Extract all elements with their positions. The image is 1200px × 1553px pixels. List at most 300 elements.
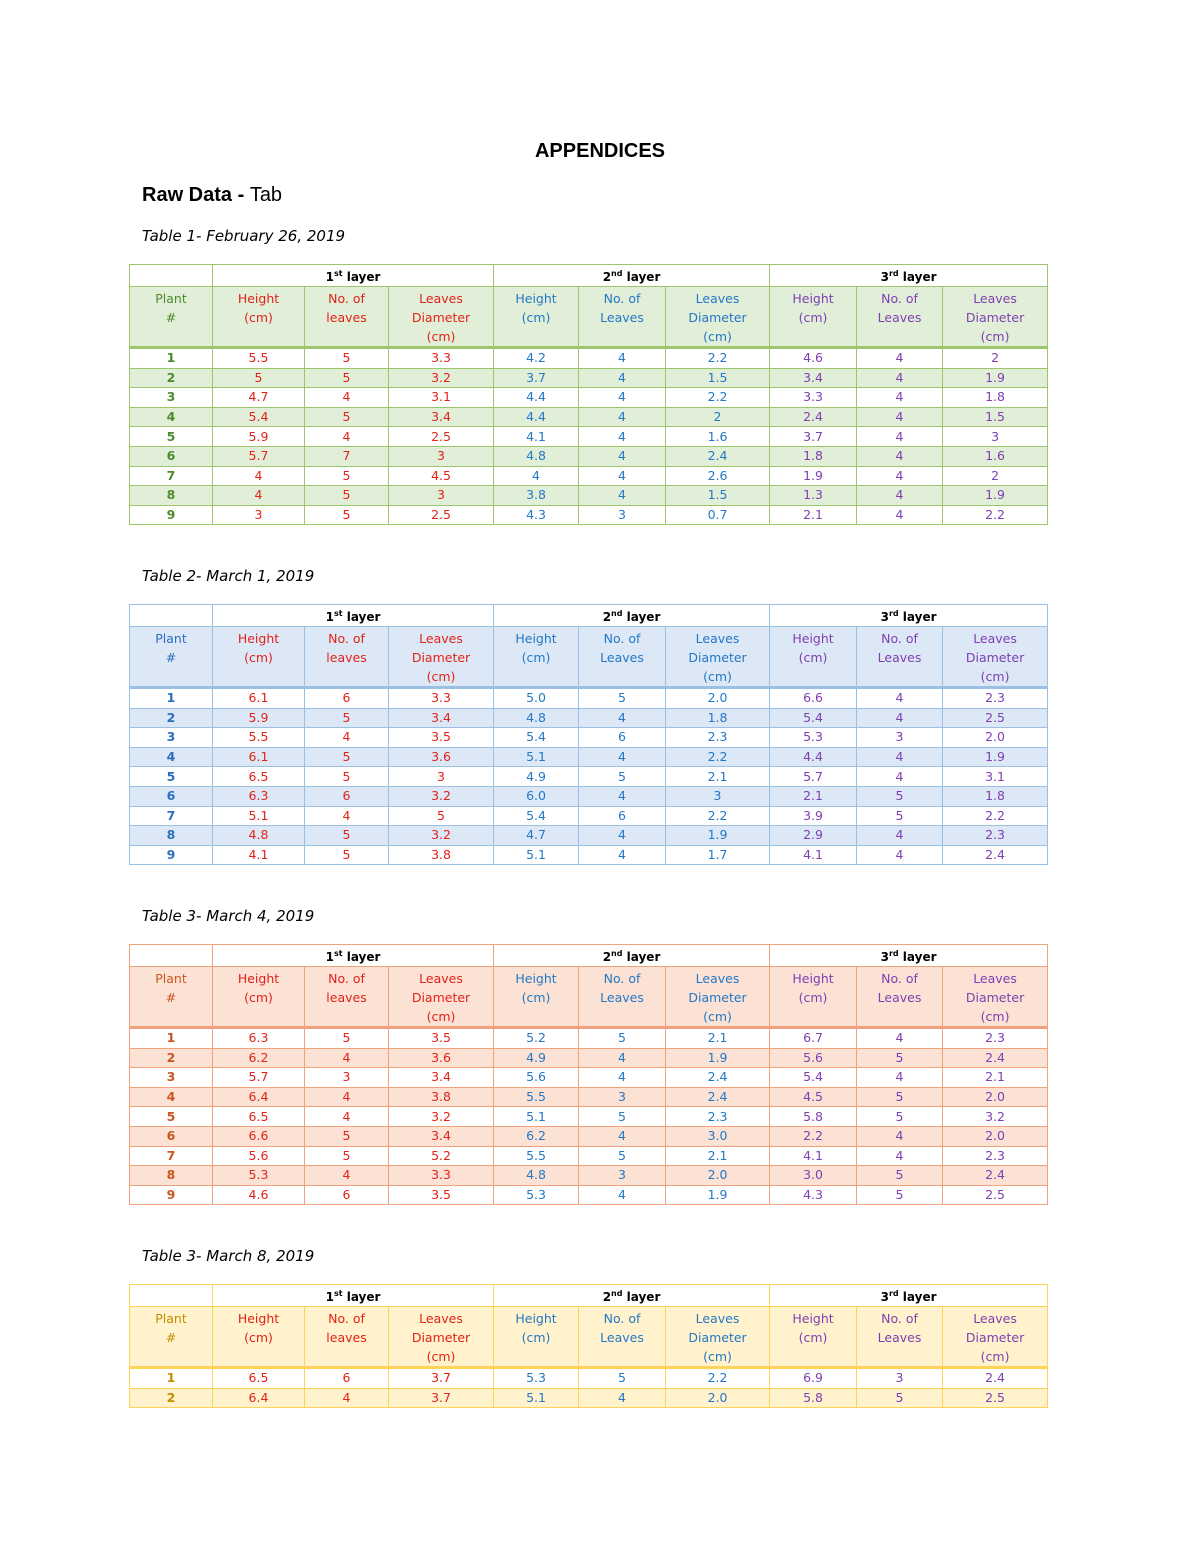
data-cell: 1.9 <box>666 826 770 846</box>
data-cell: 5 <box>579 688 666 709</box>
data-cell: 5.5 <box>213 348 305 369</box>
data-cell: 4 <box>857 688 943 709</box>
data-cell: 2 <box>943 466 1048 486</box>
table-row <box>130 1388 1048 1408</box>
data-cell: 3.1 <box>389 388 494 408</box>
column-header-height: Height (cm) <box>770 287 857 348</box>
data-cell: 6 <box>579 806 666 826</box>
data-cell: 1.9 <box>666 1185 770 1205</box>
data-cell: 0.7 <box>666 505 770 525</box>
layer-number: 2 <box>602 610 612 624</box>
plant-number-cell: 8 <box>130 1166 213 1186</box>
data-cell: 5.2 <box>389 1146 494 1166</box>
data-cell: 2.1 <box>666 1028 770 1049</box>
layer-header-cell <box>494 605 770 627</box>
column-header-height: Height (cm) <box>770 627 857 688</box>
data-cell: 2.0 <box>943 1126 1048 1146</box>
data-cell: 4 <box>857 505 943 525</box>
data-cell: 3 <box>389 767 494 787</box>
table-row <box>130 1068 1048 1088</box>
data-cell: 2.2 <box>943 505 1048 525</box>
data-cell: 2.2 <box>666 806 770 826</box>
data-cell: 2.4 <box>770 407 857 427</box>
blank-cell <box>130 945 213 967</box>
data-cell: 5.9 <box>213 708 305 728</box>
column-header-row <box>130 627 1048 688</box>
data-cell: 3 <box>579 1166 666 1186</box>
data-cell: 4 <box>857 708 943 728</box>
data-cell: 4.2 <box>494 348 579 369</box>
layer-number: 1 <box>325 270 334 284</box>
column-header-diameter: Leaves Diameter (cm) <box>943 627 1048 688</box>
layer-header-cell <box>770 265 1048 287</box>
layer-word: layer <box>622 610 661 624</box>
data-cell: 5.4 <box>770 1068 857 1088</box>
data-cell: 5 <box>305 708 389 728</box>
data-cell: 6.6 <box>770 688 857 709</box>
column-header-height: Height (cm) <box>770 967 857 1028</box>
column-header-plant: Plant # <box>130 287 213 348</box>
data-cell: 4.1 <box>770 845 857 865</box>
plant-number-cell: 9 <box>130 1185 213 1205</box>
data-cell: 5.6 <box>770 1048 857 1068</box>
data-cell: 6 <box>305 1185 389 1205</box>
data-cell: 4 <box>857 1126 943 1146</box>
data-cell: 2.5 <box>943 708 1048 728</box>
column-header-diameter: Leaves Diameter (cm) <box>389 1307 494 1368</box>
data-cell: 2.3 <box>943 1146 1048 1166</box>
data-cell: 1.9 <box>770 466 857 486</box>
column-header-leaves-count-1: No. of leaves <box>305 287 389 348</box>
data-cell: 4 <box>305 1087 389 1107</box>
data-cell: 5 <box>579 1368 666 1389</box>
data-cell: 4 <box>305 1048 389 1068</box>
data-cell: 4.7 <box>494 826 579 846</box>
data-cell: 3.3 <box>389 1166 494 1186</box>
data-cell: 5 <box>857 1048 943 1068</box>
data-cell: 5.6 <box>213 1146 305 1166</box>
page-heading: APPENDICES <box>534 140 666 162</box>
data-cell: 2.5 <box>943 1185 1048 1205</box>
data-cell: 2.2 <box>666 1368 770 1389</box>
layer-header-cell <box>770 605 1048 627</box>
table-row <box>130 407 1048 427</box>
column-header-row <box>130 287 1048 348</box>
data-cell: 4 <box>579 786 666 806</box>
data-cell: 3.2 <box>389 826 494 846</box>
data-cell: 3.1 <box>943 767 1048 787</box>
table-caption: Table 2- March 1, 2019 <box>142 567 315 585</box>
column-header-row <box>130 967 1048 1028</box>
column-header-leaves-count: No. of Leaves <box>857 1307 943 1368</box>
table-row <box>130 826 1048 846</box>
table-row <box>130 1185 1048 1205</box>
data-cell: 4 <box>579 1185 666 1205</box>
data-cell: 5.3 <box>213 1166 305 1186</box>
layer-ordinal-suffix: nd <box>611 1289 623 1298</box>
data-cell: 4 <box>579 466 666 486</box>
column-header-diameter: Leaves Diameter (cm) <box>943 287 1048 348</box>
table-caption: Table 1- February 26, 2019 <box>142 227 346 245</box>
data-cell: 1.5 <box>943 407 1048 427</box>
table-row <box>130 1107 1048 1127</box>
data-cell: 2.1 <box>943 1068 1048 1088</box>
column-header-height: Height (cm) <box>213 287 305 348</box>
data-cell: 3.4 <box>389 708 494 728</box>
data-cell: 4.7 <box>213 388 305 408</box>
data-cell: 4 <box>579 826 666 846</box>
data-cell: 3 <box>389 446 494 466</box>
layer-ordinal-suffix: st <box>333 609 343 618</box>
data-cell: 5.4 <box>213 407 305 427</box>
data-cell: 4 <box>579 446 666 466</box>
plant-number-cell: 2 <box>130 1388 213 1408</box>
data-cell: 5.1 <box>213 806 305 826</box>
data-cell: 3.2 <box>389 786 494 806</box>
column-header-leaves-count: No. of Leaves <box>579 287 666 348</box>
data-cell: 4 <box>857 466 943 486</box>
blank-cell <box>130 1285 213 1307</box>
data-cell: 3.4 <box>770 368 857 388</box>
data-cell: 5 <box>305 826 389 846</box>
layer-ordinal-suffix: nd <box>611 269 623 278</box>
data-cell: 5 <box>305 486 389 506</box>
column-header-leaves-count-1: No. of leaves <box>305 967 389 1028</box>
column-header-leaves-count: No. of Leaves <box>857 627 943 688</box>
data-cell: 4.4 <box>494 388 579 408</box>
layer-word: layer <box>622 270 661 284</box>
data-cell: 4 <box>494 466 579 486</box>
data-cell: 1.8 <box>770 446 857 466</box>
plant-number-cell: 9 <box>130 845 213 865</box>
data-cell: 3.2 <box>943 1107 1048 1127</box>
data-cell: 3.8 <box>494 486 579 506</box>
data-cell: 5 <box>305 1146 389 1166</box>
section-title <box>142 184 282 207</box>
table-row <box>130 348 1048 369</box>
layer-word: layer <box>622 950 661 964</box>
data-cell: 3.9 <box>770 806 857 826</box>
data-cell: 2.0 <box>943 728 1048 748</box>
data-cell: 3 <box>857 728 943 748</box>
table-row <box>130 486 1048 506</box>
data-cell: 3.8 <box>389 1087 494 1107</box>
table-row <box>130 368 1048 388</box>
data-cell: 4 <box>305 1388 389 1408</box>
data-cell: 4 <box>857 348 943 369</box>
data-cell: 3 <box>857 1368 943 1389</box>
data-cell: 3.3 <box>770 388 857 408</box>
data-cell: 4 <box>857 845 943 865</box>
table-row <box>130 1087 1048 1107</box>
column-header-leaves-count: No. of Leaves <box>579 1307 666 1368</box>
data-cell: 6.4 <box>213 1388 305 1408</box>
data-cell: 3.5 <box>389 1185 494 1205</box>
data-cell: 4.5 <box>389 466 494 486</box>
table-caption: Table 3- March 8, 2019 <box>142 1247 315 1265</box>
column-header-plant: Plant # <box>130 1307 213 1368</box>
data-cell: 5.5 <box>494 1146 579 1166</box>
data-cell: 6.6 <box>213 1126 305 1146</box>
data-cell: 6.2 <box>494 1126 579 1146</box>
blank-cell <box>130 265 213 287</box>
data-cell: 4.4 <box>494 407 579 427</box>
data-cell: 2.3 <box>666 1107 770 1127</box>
table-row <box>130 1166 1048 1186</box>
data-cell: 2.5 <box>943 1388 1048 1408</box>
data-cell: 2.3 <box>943 826 1048 846</box>
data-cell: 5.0 <box>494 688 579 709</box>
layer-word: layer <box>622 1290 661 1304</box>
layer-number: 3 <box>880 950 889 964</box>
column-header-diameter: Leaves Diameter (cm) <box>943 1307 1048 1368</box>
data-cell: 1.3 <box>770 486 857 506</box>
data-cell: 5 <box>857 806 943 826</box>
data-cell: 5.2 <box>494 1028 579 1049</box>
data-cell: 2.2 <box>666 747 770 767</box>
data-cell: 6.4 <box>213 1087 305 1107</box>
table-row <box>130 1028 1048 1049</box>
column-header-height: Height (cm) <box>494 1307 579 1368</box>
data-cell: 5 <box>305 348 389 369</box>
data-cell: 6.5 <box>213 767 305 787</box>
data-cell: 4.8 <box>494 708 579 728</box>
column-header-diameter: Leaves Diameter (cm) <box>666 627 770 688</box>
plant-number-cell: 5 <box>130 427 213 447</box>
data-cell: 6 <box>579 728 666 748</box>
data-cell: 4.4 <box>770 747 857 767</box>
column-header-leaves-count: No. of Leaves <box>857 287 943 348</box>
raw-data-table <box>129 1284 1048 1408</box>
plant-number-cell: 1 <box>130 348 213 369</box>
layer-number: 1 <box>325 610 334 624</box>
data-cell: 4.1 <box>213 845 305 865</box>
data-cell: 4 <box>305 728 389 748</box>
data-cell: 4.3 <box>494 505 579 525</box>
table-row <box>130 505 1048 525</box>
data-cell: 3.6 <box>389 747 494 767</box>
layer-header-cell <box>770 945 1048 967</box>
table-row <box>130 446 1048 466</box>
data-cell: 6 <box>305 1368 389 1389</box>
data-cell: 2.3 <box>943 1028 1048 1049</box>
data-cell: 3.2 <box>389 368 494 388</box>
data-cell: 4.6 <box>213 1185 305 1205</box>
data-cell: 4 <box>579 388 666 408</box>
data-cell: 2.9 <box>770 826 857 846</box>
table-row <box>130 845 1048 865</box>
data-cell: 4 <box>579 1068 666 1088</box>
data-cell: 1.6 <box>666 427 770 447</box>
plant-number-cell: 7 <box>130 466 213 486</box>
plant-number-cell: 3 <box>130 388 213 408</box>
column-header-height: Height (cm) <box>213 627 305 688</box>
layer-number: 3 <box>880 270 889 284</box>
layer-header-cell <box>213 945 494 967</box>
column-header-leaves-count-1: No. of leaves <box>305 627 389 688</box>
column-header-plant: Plant # <box>130 627 213 688</box>
data-cell: 4 <box>857 388 943 408</box>
data-cell: 4 <box>579 427 666 447</box>
column-header-diameter: Leaves Diameter (cm) <box>389 627 494 688</box>
table-row <box>130 1368 1048 1389</box>
data-cell: 3 <box>943 427 1048 447</box>
layer-word: layer <box>898 1290 937 1304</box>
data-cell: 3.8 <box>389 845 494 865</box>
data-cell: 4.1 <box>494 427 579 447</box>
column-header-height: Height (cm) <box>213 967 305 1028</box>
data-cell: 4 <box>213 466 305 486</box>
data-cell: 5 <box>213 368 305 388</box>
layer-header-cell <box>770 1285 1048 1307</box>
data-cell: 2.1 <box>666 767 770 787</box>
data-cell: 2.1 <box>770 786 857 806</box>
plant-number-cell: 2 <box>130 708 213 728</box>
data-cell: 6.5 <box>213 1368 305 1389</box>
blank-cell <box>130 605 213 627</box>
table-caption: Table 3- March 4, 2019 <box>142 907 315 925</box>
data-cell: 4 <box>857 1068 943 1088</box>
column-header-diameter: Leaves Diameter (cm) <box>666 967 770 1028</box>
data-cell: 4 <box>857 1028 943 1049</box>
data-cell: 4 <box>305 427 389 447</box>
data-cell: 3.7 <box>494 368 579 388</box>
data-cell: 4.8 <box>213 826 305 846</box>
plant-number-cell: 4 <box>130 747 213 767</box>
data-cell: 5.1 <box>494 845 579 865</box>
data-cell: 2.4 <box>943 1048 1048 1068</box>
data-cell: 5 <box>579 1146 666 1166</box>
raw-data-table <box>129 264 1048 525</box>
table-row <box>130 466 1048 486</box>
layer-ordinal-suffix: nd <box>611 949 623 958</box>
data-cell: 2.4 <box>666 1068 770 1088</box>
data-cell: 5.7 <box>213 446 305 466</box>
column-header-height: Height (cm) <box>494 627 579 688</box>
data-cell: 1.9 <box>943 747 1048 767</box>
layer-ordinal-suffix: rd <box>888 609 899 618</box>
plant-number-cell: 2 <box>130 1048 213 1068</box>
plant-number-cell: 9 <box>130 505 213 525</box>
data-cell: 5 <box>389 806 494 826</box>
data-cell: 4 <box>579 1388 666 1408</box>
data-cell: 3 <box>213 505 305 525</box>
layer-number: 1 <box>325 950 334 964</box>
plant-number-cell: 5 <box>130 1107 213 1127</box>
data-cell: 4 <box>305 806 389 826</box>
data-cell: 4.1 <box>770 1146 857 1166</box>
data-cell: 4.8 <box>494 446 579 466</box>
plant-number-cell: 7 <box>130 1146 213 1166</box>
table-row <box>130 1126 1048 1146</box>
layer-header-cell <box>494 945 770 967</box>
data-cell: 3.7 <box>389 1388 494 1408</box>
data-cell: 4 <box>857 446 943 466</box>
column-header-row <box>130 1307 1048 1368</box>
data-cell: 4 <box>579 486 666 506</box>
raw-data-table <box>129 944 1048 1205</box>
column-header-height: Height (cm) <box>770 1307 857 1368</box>
data-cell: 1.8 <box>666 708 770 728</box>
column-header-diameter: Leaves Diameter (cm) <box>389 967 494 1028</box>
plant-number-cell: 5 <box>130 767 213 787</box>
layer-ordinal-suffix: rd <box>888 269 899 278</box>
layer-number: 3 <box>880 610 889 624</box>
plant-number-cell: 8 <box>130 826 213 846</box>
data-cell: 4 <box>857 767 943 787</box>
data-cell: 2.2 <box>943 806 1048 826</box>
data-cell: 3.7 <box>770 427 857 447</box>
table-row <box>130 1146 1048 1166</box>
plant-number-cell: 4 <box>130 407 213 427</box>
data-cell: 5 <box>579 1107 666 1127</box>
data-cell: 4 <box>579 1048 666 1068</box>
data-cell: 3 <box>666 786 770 806</box>
section-title-bold: Raw Data - <box>142 184 250 206</box>
column-header-leaves-count: No. of Leaves <box>579 627 666 688</box>
data-cell: 2.4 <box>943 1368 1048 1389</box>
data-cell: 5.9 <box>213 427 305 447</box>
data-cell: 2.0 <box>943 1087 1048 1107</box>
data-cell: 4.9 <box>494 767 579 787</box>
layer-header-cell <box>494 1285 770 1307</box>
data-cell: 3.5 <box>389 728 494 748</box>
data-cell: 2.4 <box>666 1087 770 1107</box>
data-cell: 5 <box>579 767 666 787</box>
data-cell: 4 <box>857 1146 943 1166</box>
data-cell: 5.4 <box>494 806 579 826</box>
data-cell: 2.3 <box>666 728 770 748</box>
layer-header-cell <box>213 265 494 287</box>
column-header-height: Height (cm) <box>494 287 579 348</box>
data-cell: 6.5 <box>213 1107 305 1127</box>
column-header-diameter: Leaves Diameter (cm) <box>666 287 770 348</box>
data-cell: 3.0 <box>666 1126 770 1146</box>
data-cell: 2.0 <box>666 1166 770 1186</box>
data-cell: 1.7 <box>666 845 770 865</box>
data-cell: 7 <box>305 446 389 466</box>
layer-header-row <box>130 605 1048 627</box>
data-cell: 4 <box>579 368 666 388</box>
data-cell: 5 <box>579 1028 666 1049</box>
layer-word: layer <box>898 270 937 284</box>
data-cell: 5 <box>857 1185 943 1205</box>
raw-data-table <box>129 604 1048 865</box>
table-row <box>130 728 1048 748</box>
data-cell: 5 <box>857 786 943 806</box>
column-header-diameter: Leaves Diameter (cm) <box>389 287 494 348</box>
data-cell: 4 <box>579 747 666 767</box>
column-header-leaves-count: No. of Leaves <box>579 967 666 1028</box>
plant-number-cell: 1 <box>130 688 213 709</box>
layer-ordinal-suffix: st <box>333 269 343 278</box>
data-cell: 4 <box>579 407 666 427</box>
layer-word: layer <box>898 610 937 624</box>
data-cell: 3.3 <box>389 348 494 369</box>
data-cell: 3 <box>579 505 666 525</box>
layer-ordinal-suffix: st <box>333 1289 343 1298</box>
table-row <box>130 747 1048 767</box>
data-cell: 5 <box>305 368 389 388</box>
data-cell: 1.9 <box>666 1048 770 1068</box>
table-row <box>130 1048 1048 1068</box>
data-cell: 2.1 <box>770 505 857 525</box>
layer-header-cell <box>213 1285 494 1307</box>
data-cell: 5.8 <box>770 1388 857 1408</box>
layer-number: 1 <box>325 1290 334 1304</box>
data-cell: 5.3 <box>770 728 857 748</box>
plant-number-cell: 3 <box>130 1068 213 1088</box>
